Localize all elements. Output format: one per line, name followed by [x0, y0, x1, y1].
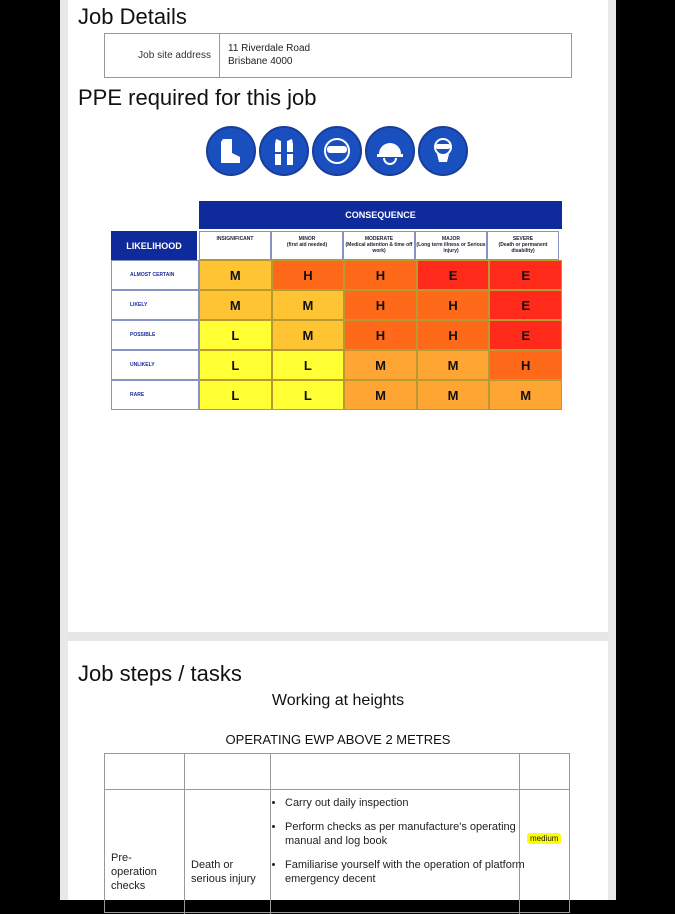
risk-cell: H [489, 350, 562, 380]
risk-cell: M [199, 290, 272, 320]
list-item: • Carry out daily inspection [285, 796, 525, 810]
task-title: Working at heights [271, 692, 405, 709]
list-item: • Familiarise yourself with the operation of platform emergency decent [285, 858, 525, 886]
address-line-1: 11 Riverdale Road [228, 43, 311, 54]
task-subtitle: OPERATING EWP ABOVE 2 METRES [225, 732, 451, 747]
risk-cell: E [489, 290, 562, 320]
risk-cell: M [417, 380, 490, 410]
risk-cell: H [344, 320, 417, 350]
column-header: SEVERE (Death or permanent disability) [487, 231, 559, 260]
list-item: • Perform checks as per manufacture's operating manual and log book [285, 820, 525, 848]
risk-cell: H [344, 290, 417, 320]
row-label: POSSIBLE [111, 320, 199, 350]
hi-vis-vest-icon [259, 126, 309, 176]
page-divider [68, 632, 608, 641]
row-label: LIKELY [111, 290, 199, 320]
task-step: Pre-operation checks [111, 852, 157, 892]
job-steps-heading: Job steps / tasks [78, 661, 242, 686]
control-measures-list [271, 796, 525, 896]
column-header: MINOR (first aid needed) [271, 231, 343, 260]
risk-cell: M [417, 350, 490, 380]
risk-cell: L [199, 350, 272, 380]
hard-hat-icon [365, 126, 415, 176]
risk-cell: E [489, 320, 562, 350]
column-header: MODERATE (Medical attention & time off work) [343, 231, 415, 260]
likelihood-header: LIKELIHOOD [111, 231, 197, 260]
risk-grid [199, 260, 562, 410]
risk-cell: E [489, 260, 562, 290]
risk-cell: L [272, 380, 345, 410]
risk-cell: L [199, 380, 272, 410]
ppe-icons [206, 126, 468, 176]
risk-rating-badge: medium [527, 833, 561, 844]
ppe-heading: PPE required for this job [78, 85, 317, 110]
risk-cell: M [272, 320, 345, 350]
risk-cell: H [344, 260, 417, 290]
risk-cell: M [199, 260, 272, 290]
risk-cell: L [272, 350, 345, 380]
risk-cell: E [417, 260, 490, 290]
tasks-table [104, 753, 570, 913]
address-label: Job site address [105, 34, 220, 77]
column-header: MAJOR (Long term illness or Serious injury) [415, 231, 487, 260]
job-details-heading: Job Details [78, 4, 187, 29]
job-details-table [104, 33, 572, 78]
safety-glasses-icon [312, 126, 362, 176]
consequence-header: CONSEQUENCE [199, 201, 562, 229]
risk-matrix [111, 201, 564, 407]
risk-cell: L [199, 320, 272, 350]
risk-cell: M [272, 290, 345, 320]
address-line-2: Brisbane 4000 [228, 56, 293, 67]
page-edge-left [60, 0, 68, 900]
risk-cell: M [344, 350, 417, 380]
tasks-header-row [105, 754, 569, 790]
address-value [220, 34, 571, 77]
task-hazard: Death or serious injury [191, 859, 256, 885]
row-label: UNLIKELY [111, 350, 199, 380]
column-header: INSIGNIFICANT [199, 231, 271, 260]
risk-cell: M [489, 380, 562, 410]
row-label: RARE [111, 380, 199, 410]
document-page-1 [68, 0, 608, 632]
row-label: ALMOST CERTAIN [111, 260, 199, 290]
document-page-2 [68, 641, 608, 900]
risk-cell: M [344, 380, 417, 410]
respirator-icon [418, 126, 468, 176]
likelihood-rows [111, 260, 199, 410]
consequence-columns [199, 231, 559, 260]
risk-cell: H [417, 290, 490, 320]
risk-cell: H [417, 320, 490, 350]
safety-boots-icon [206, 126, 256, 176]
page-edge-right [608, 0, 616, 900]
risk-cell: H [272, 260, 345, 290]
